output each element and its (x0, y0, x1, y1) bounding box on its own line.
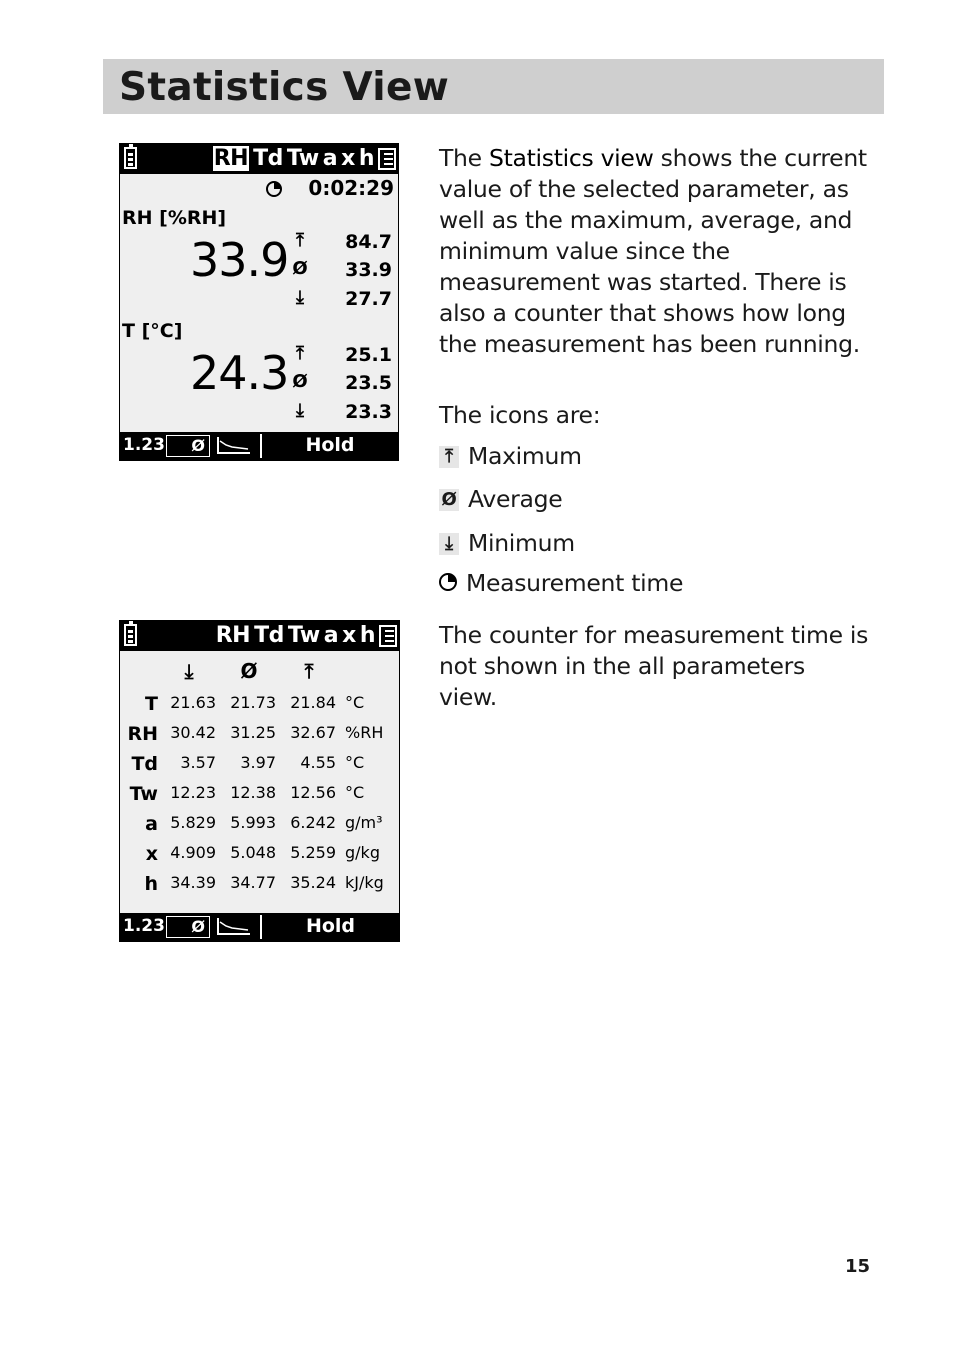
avg-cell: 5.048 (230, 843, 276, 862)
unit-cell: %RH (345, 723, 384, 742)
clock-icon (439, 573, 457, 591)
param-tw: Tw (287, 623, 320, 648)
softkey-bar (120, 913, 399, 941)
list-icon (379, 625, 397, 647)
intro-paragraph (439, 143, 869, 360)
row-name: Td (131, 753, 158, 775)
avg-column-icon: Ø (240, 659, 258, 683)
temperature-block (120, 320, 398, 434)
rh-block (120, 207, 398, 321)
section-header (103, 59, 884, 114)
param-td: Td (254, 623, 284, 648)
statistics-view-screen (119, 143, 399, 461)
param-h: h (359, 623, 375, 648)
avg-cell: 31.25 (230, 723, 276, 742)
avg-icon: Ø (292, 371, 308, 392)
min-cell: 21.63 (170, 693, 216, 712)
avg-cell: 34.77 (230, 873, 276, 892)
current-value: 33.9 (190, 233, 289, 287)
statistics-icon: Ø (191, 917, 205, 936)
status-bar (120, 621, 399, 651)
legend-minimum (439, 529, 575, 557)
min-cell: 5.829 (170, 813, 216, 832)
page-number: 15 (845, 1256, 871, 1277)
table-row (120, 813, 399, 843)
min-icon: ⤓ (296, 400, 304, 421)
battery-icon (124, 147, 137, 169)
avg-value: 33.9 (345, 259, 392, 281)
avg-cell: 3.97 (240, 753, 276, 772)
row-name: x (145, 843, 158, 865)
param-x: x (342, 623, 356, 648)
row-name: T (145, 693, 158, 715)
min-cell: 34.39 (170, 873, 216, 892)
statistics-view-term: Statistics view (488, 144, 654, 172)
legend-label: Minimum (468, 529, 575, 557)
softkey-graph[interactable] (216, 916, 256, 938)
measurement-timer: 0:02:29 (308, 176, 394, 200)
graph-icon (216, 916, 252, 936)
row-name: a (145, 813, 158, 835)
param-rh: RH (213, 146, 249, 171)
unit-cell: kJ/kg (345, 873, 384, 892)
avg-icon: Ø (439, 489, 459, 511)
param-a: a (322, 146, 338, 171)
unit-cell: °C (345, 783, 365, 802)
legend-measurement-time (439, 569, 683, 597)
max-cell: 12.56 (290, 783, 336, 802)
row-name: Tw (129, 783, 158, 805)
table-row (120, 753, 399, 783)
avg-icon: Ø (292, 258, 308, 279)
statistics-icon: Ø (191, 436, 205, 455)
table-row (120, 783, 399, 813)
param-tw: Tw (286, 146, 319, 171)
all-parameters-statistics-screen (119, 620, 400, 942)
row-name: h (144, 873, 158, 895)
counter-note: The counter for measurement time is not shown in the all parameters view. (439, 621, 869, 711)
avg-cell: 12.38 (230, 783, 276, 802)
min-value: 23.3 (345, 401, 392, 423)
max-cell: 35.24 (290, 873, 336, 892)
max-cell: 32.67 (290, 723, 336, 742)
softkey-decimals[interactable]: 1.23 (123, 435, 165, 455)
clock-icon (266, 181, 282, 197)
max-cell: 6.242 (290, 813, 336, 832)
intro-text-start: The (439, 144, 489, 172)
current-value: 24.3 (190, 346, 289, 400)
avg-cell: 5.993 (230, 813, 276, 832)
icons-intro: The icons are: (439, 401, 601, 429)
row-name: RH (127, 723, 158, 745)
softkey-hold[interactable]: Hold (305, 434, 355, 456)
legend-label: Average (468, 485, 563, 513)
unit-cell: °C (345, 693, 365, 712)
param-a: a (323, 623, 339, 648)
unit-cell: g/m³ (345, 813, 383, 832)
param-td: Td (253, 146, 283, 171)
min-icon: ⤓ (296, 287, 304, 308)
softkey-statistics[interactable] (166, 435, 210, 457)
max-cell: 21.84 (290, 693, 336, 712)
min-cell: 30.42 (170, 723, 216, 742)
table-row (120, 693, 399, 723)
unit-cell: °C (345, 753, 365, 772)
max-value: 25.1 (345, 344, 392, 366)
list-icon (378, 148, 396, 170)
max-column-icon: ⤒ (304, 659, 314, 683)
max-cell: 4.55 (300, 753, 336, 772)
intro-text-rest: shows the current value of the selected parameter, as well as the maximum, average, and minimum value since the measurement was started. There is also a counter that shows how long the measurement has been running. (439, 144, 867, 358)
table-row (120, 843, 399, 873)
min-icon: ⤓ (439, 533, 459, 555)
min-cell: 3.57 (180, 753, 216, 772)
graph-icon (216, 435, 252, 455)
max-icon: ⤒ (439, 446, 459, 468)
table-row (120, 723, 399, 753)
softkey-bar (120, 432, 398, 460)
max-value: 84.7 (345, 231, 392, 253)
min-cell: 12.23 (170, 783, 216, 802)
status-bar (120, 144, 398, 174)
page-title: Statistics View (119, 65, 450, 110)
softkey-graph[interactable] (216, 435, 256, 457)
legend-maximum (439, 442, 582, 470)
parameter-bar (212, 621, 375, 651)
unit-cell: g/kg (345, 843, 380, 862)
min-column-icon: ⤓ (184, 659, 194, 683)
max-icon: ⤒ (296, 343, 304, 364)
max-icon: ⤒ (296, 230, 304, 251)
min-cell: 4.909 (170, 843, 216, 862)
parameter-label: RH [%RH] (122, 207, 227, 229)
table-row (120, 873, 399, 903)
softkey-decimals[interactable]: 1.23 (123, 916, 165, 936)
softkey-statistics[interactable] (166, 916, 210, 938)
param-rh: RH (215, 623, 251, 648)
param-x: x (341, 146, 355, 171)
battery-icon (124, 624, 137, 646)
avg-value: 23.5 (345, 372, 392, 394)
legend-label: Maximum (468, 442, 582, 470)
legend-average (439, 485, 562, 513)
max-cell: 5.259 (290, 843, 336, 862)
parameter-label: T [°C] (122, 320, 183, 342)
softkey-hold[interactable]: Hold (305, 915, 356, 937)
min-value: 27.7 (345, 288, 392, 310)
parameter-bar (209, 144, 374, 174)
avg-cell: 21.73 (230, 693, 276, 712)
legend-label: Measurement time (466, 569, 684, 597)
param-h: h (358, 146, 374, 171)
